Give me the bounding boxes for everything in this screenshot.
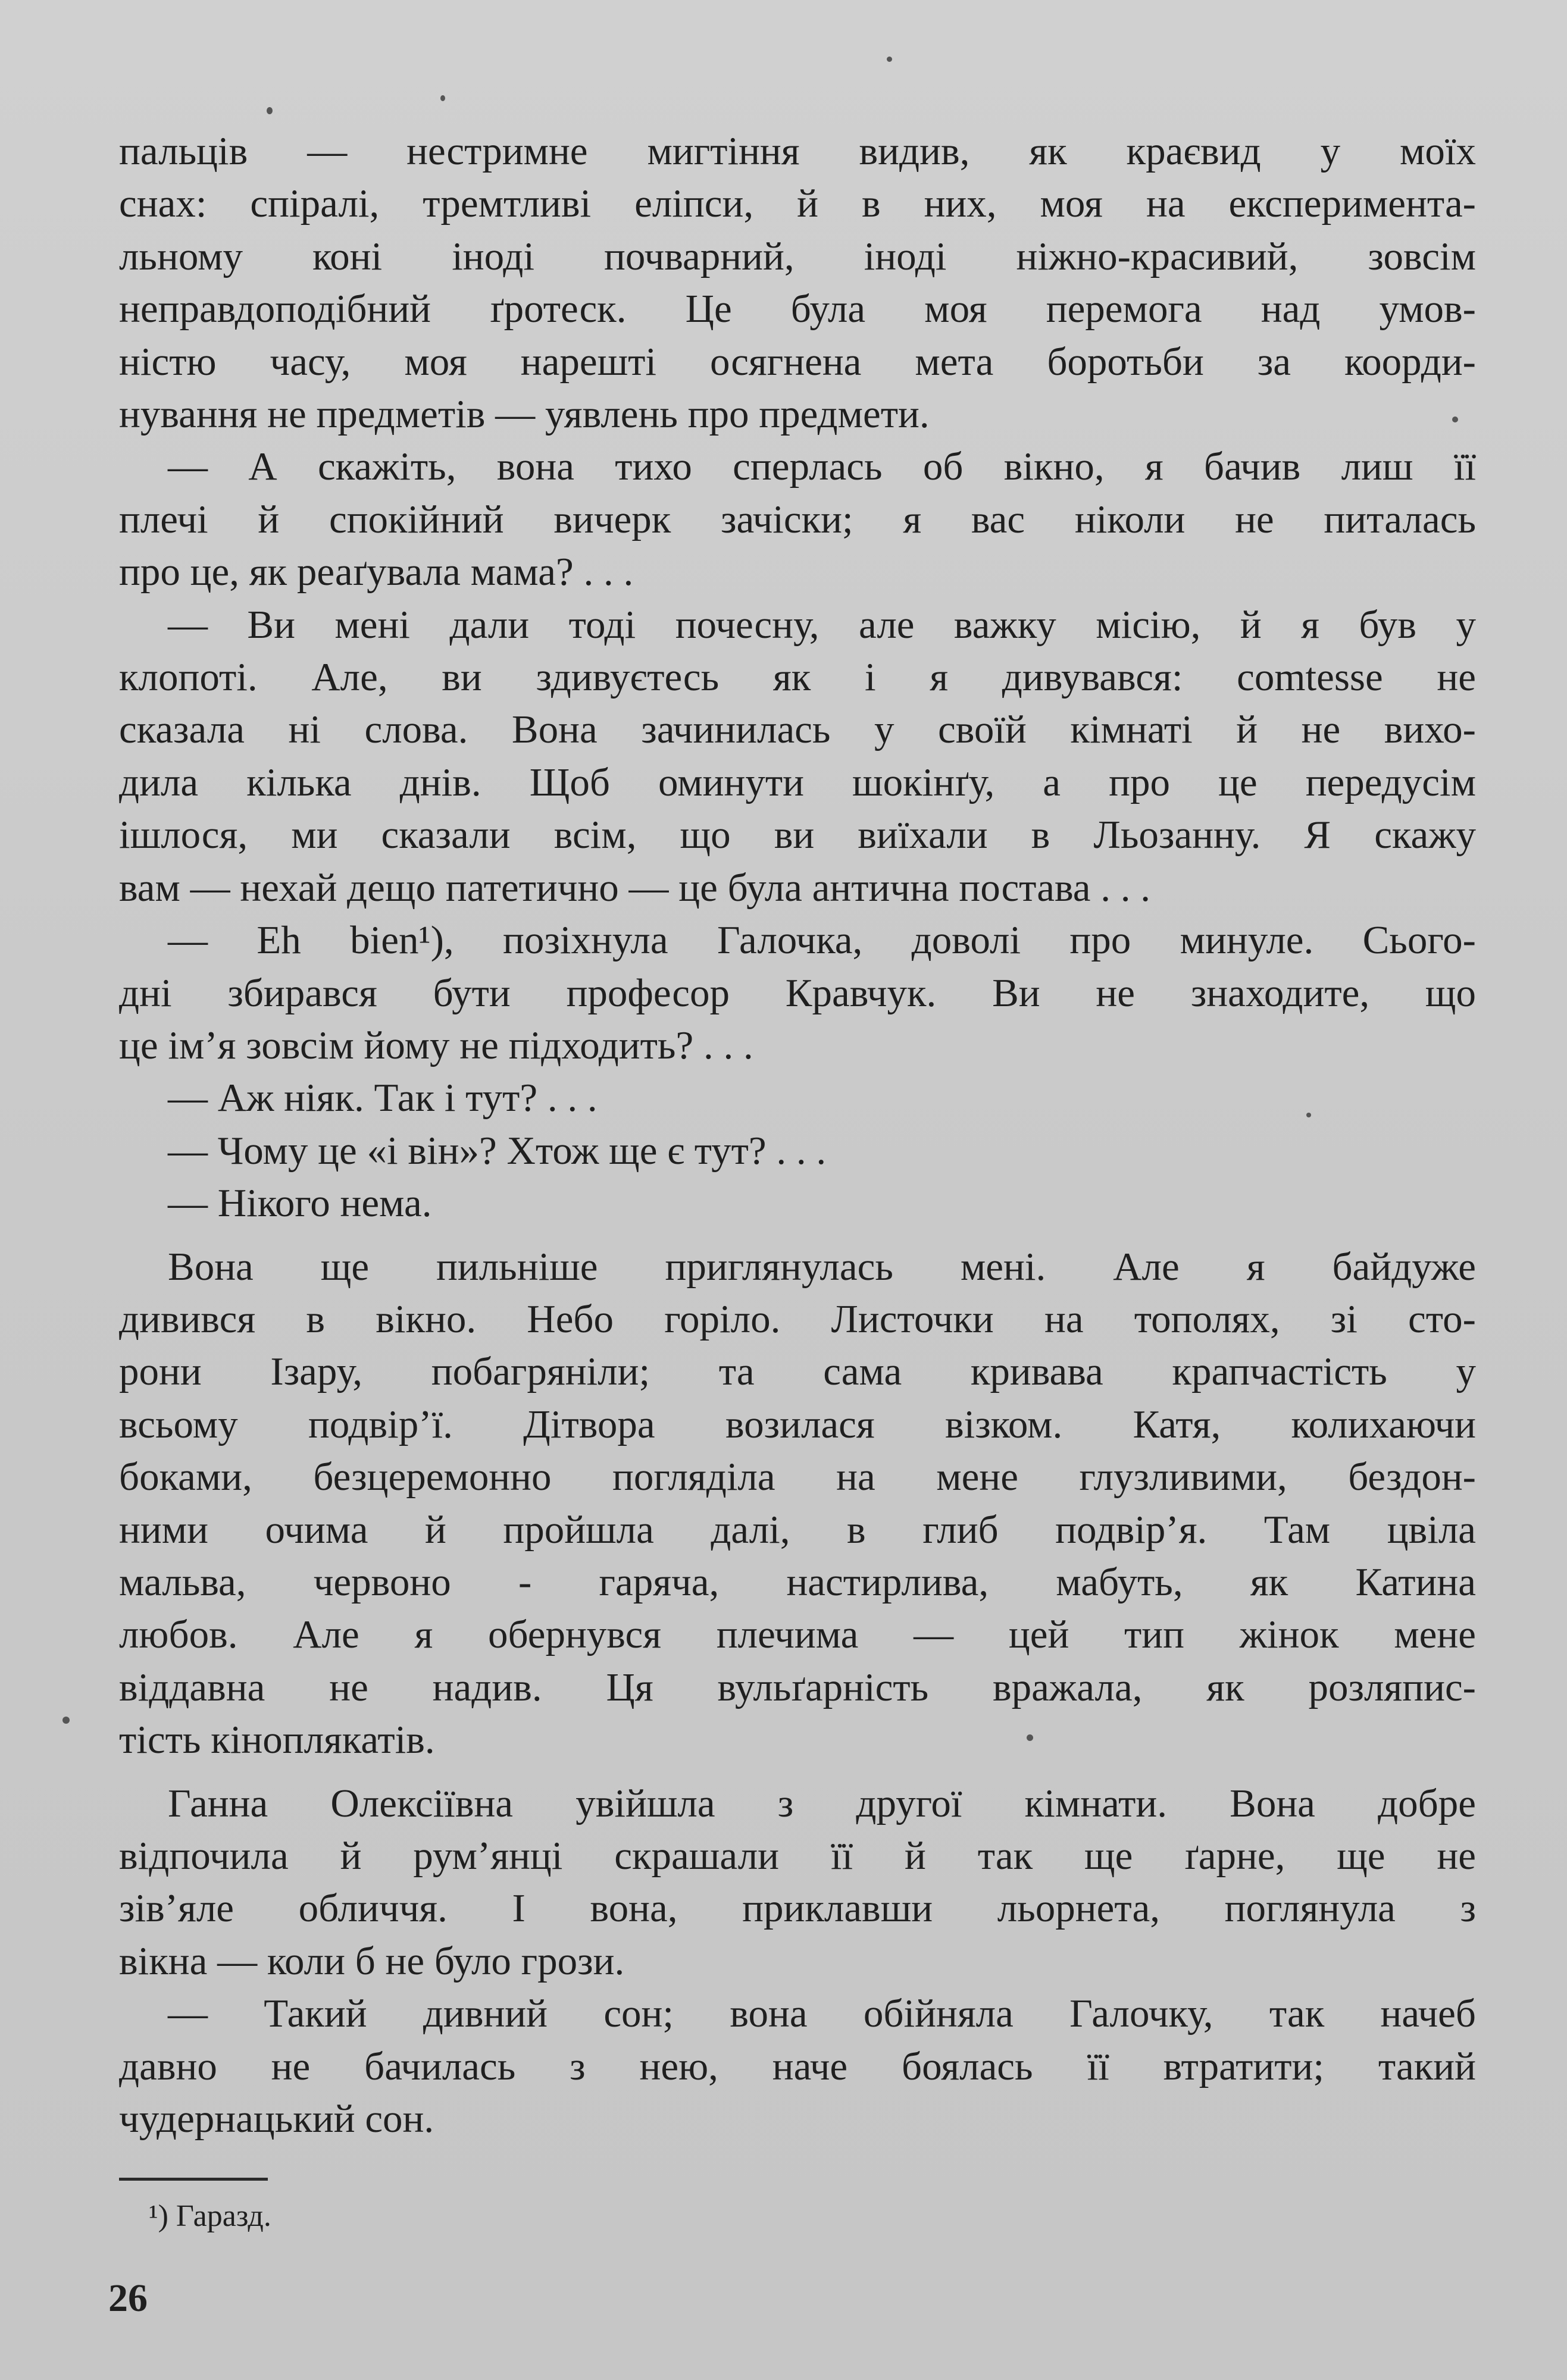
footnote bbox=[149, 2196, 271, 2237]
paragraph-gap bbox=[119, 1767, 1476, 1777]
text-line: — Нікого нема. bbox=[168, 1181, 432, 1226]
footnote-text: Гаразд. bbox=[176, 2199, 271, 2233]
text-line: клопоті. Але, ви здивуєтесь як і я дивувався: comtesse не bbox=[119, 655, 1476, 700]
text-line: дила кілька днів. Щоб оминути шокінґу, а про це передусім bbox=[119, 760, 1476, 804]
text-line: відпочила й рум’янці скрашали її й так ще ґарне, ще не bbox=[119, 1834, 1476, 1878]
scan-speck bbox=[62, 1717, 70, 1724]
text-line: снах: спіралі, тремтливі еліпси, й в них, моя на експеримента- bbox=[119, 181, 1476, 226]
text-line: ністю часу, моя нарешті осягнена мета боротьби за коорди- bbox=[119, 339, 1476, 384]
text-line: тість кіноплякатів. bbox=[119, 1718, 435, 1762]
main-text bbox=[119, 125, 1476, 2145]
text-line: — А скажіть, вона тихо сперлась об вікно, я бачив лиш її bbox=[168, 444, 1476, 489]
scan-speck bbox=[887, 57, 892, 62]
paragraph-3 bbox=[119, 599, 1476, 914]
text-line: дивився в вікно. Небо горіло. Листочки на тополях, зі сто- bbox=[119, 1297, 1476, 1341]
text-line: нування не предметів — уявлень про предмети. bbox=[119, 392, 930, 437]
text-line: — Аж ніяк. Так і тут? . . . bbox=[168, 1076, 598, 1120]
footnote-divider bbox=[119, 2178, 268, 2181]
paragraph-5 bbox=[119, 1072, 1476, 1124]
text-line: ними очима й пройшла далі, в глиб подвір’я. Там цвіла bbox=[119, 1507, 1476, 1552]
paragraph-7 bbox=[119, 1177, 1476, 1229]
paragraph-gap bbox=[119, 1230, 1476, 1241]
scan-speck bbox=[1027, 1734, 1033, 1741]
text-line: вам — нехай дещо патетично — це була антична постава . . . bbox=[119, 865, 1151, 910]
text-line: неправдоподібний ґротеск. Це була моя перемога над умов- bbox=[119, 287, 1476, 331]
text-line: рони Ізару, побагряніли; та сама кривава крапчастість у bbox=[119, 1349, 1476, 1394]
text-line: ішлося, ми сказали всім, що ви виїхали в Льозанну. Я скажу bbox=[119, 813, 1476, 857]
text-line: — Такий дивний сон; вона обійняла Галочку, так начеб bbox=[168, 1991, 1476, 2036]
text-line: зів’яле обличчя. І вона, приклавши льорнета, поглянула з bbox=[119, 1886, 1476, 1931]
paragraph-10 bbox=[119, 1987, 1476, 2145]
scan-speck bbox=[267, 107, 273, 114]
paragraph-4 bbox=[119, 914, 1476, 1072]
text-line: Ганна Олексіївна увійшла з другої кімнати. Вона добре bbox=[168, 1781, 1476, 1825]
text-line: чудернацький сон. bbox=[119, 2097, 434, 2141]
paragraph-8 bbox=[119, 1241, 1476, 1767]
text-line: боками, безцеремонно погляділа на мене глузливими, бездон- bbox=[119, 1455, 1476, 1499]
text-line: всьому подвір’ї. Дітвора возилася візком. Катя, колихаючи bbox=[119, 1402, 1476, 1446]
text-line: про це, як реаґувала мама? . . . bbox=[119, 550, 634, 594]
text-line: віддавна не надив. Ця вульґарність вражала, як розляпис- bbox=[119, 1665, 1476, 1709]
text-line: пальців — нестримне мигтіння видив, як краєвид у моїх bbox=[119, 129, 1476, 173]
text-line: — Eh bien¹), позіхнула Галочка, доволі про минуле. Сього- bbox=[168, 918, 1476, 963]
footnote-marker: ¹) bbox=[149, 2199, 168, 2233]
scan-speck bbox=[1452, 416, 1458, 422]
text-line: — Чому це «і він»? Хтож ще є тут? . . . bbox=[168, 1128, 827, 1173]
scan-speck bbox=[1306, 1113, 1311, 1117]
scan-speck bbox=[440, 95, 445, 101]
paragraph-6 bbox=[119, 1125, 1476, 1177]
paragraph-9 bbox=[119, 1777, 1476, 1988]
text-line: сказала ні слова. Вона зачинилась у своїй кімнаті й не вихо- bbox=[119, 707, 1476, 752]
paragraph-1 bbox=[119, 125, 1476, 440]
text-line: дні збирався бути професор Кравчук. Ви не знаходите, що bbox=[119, 970, 1476, 1015]
text-line: мальва, червоно - гаряча, настирлива, мабуть, як Катина bbox=[119, 1559, 1476, 1604]
text-line: — Ви мені дали тоді почесну, але важку місію, й я був у bbox=[168, 602, 1476, 647]
paragraph-2 bbox=[119, 440, 1476, 598]
text-line: любов. Але я обернувся плечима — цей тип жінок мене bbox=[119, 1612, 1476, 1657]
page-number: 26 bbox=[108, 2276, 148, 2320]
text-line: давно не бачилась з нею, наче боялась її втратити; такий bbox=[119, 2044, 1476, 2088]
text-line: це ім’я зовсім йому не підходить? . . . bbox=[119, 1023, 753, 1067]
text-line: вікна — коли б не було грози. bbox=[119, 1939, 625, 1983]
text-line: льному коні іноді почварний, іноді ніжно-красивий, зовсім bbox=[119, 234, 1476, 278]
text-line: плечі й спокійний вичерк зачіски; я вас ніколи не питалась bbox=[119, 497, 1476, 541]
text-line: Вона ще пильніше приглянулась мені. Але я байдуже bbox=[168, 1244, 1476, 1289]
